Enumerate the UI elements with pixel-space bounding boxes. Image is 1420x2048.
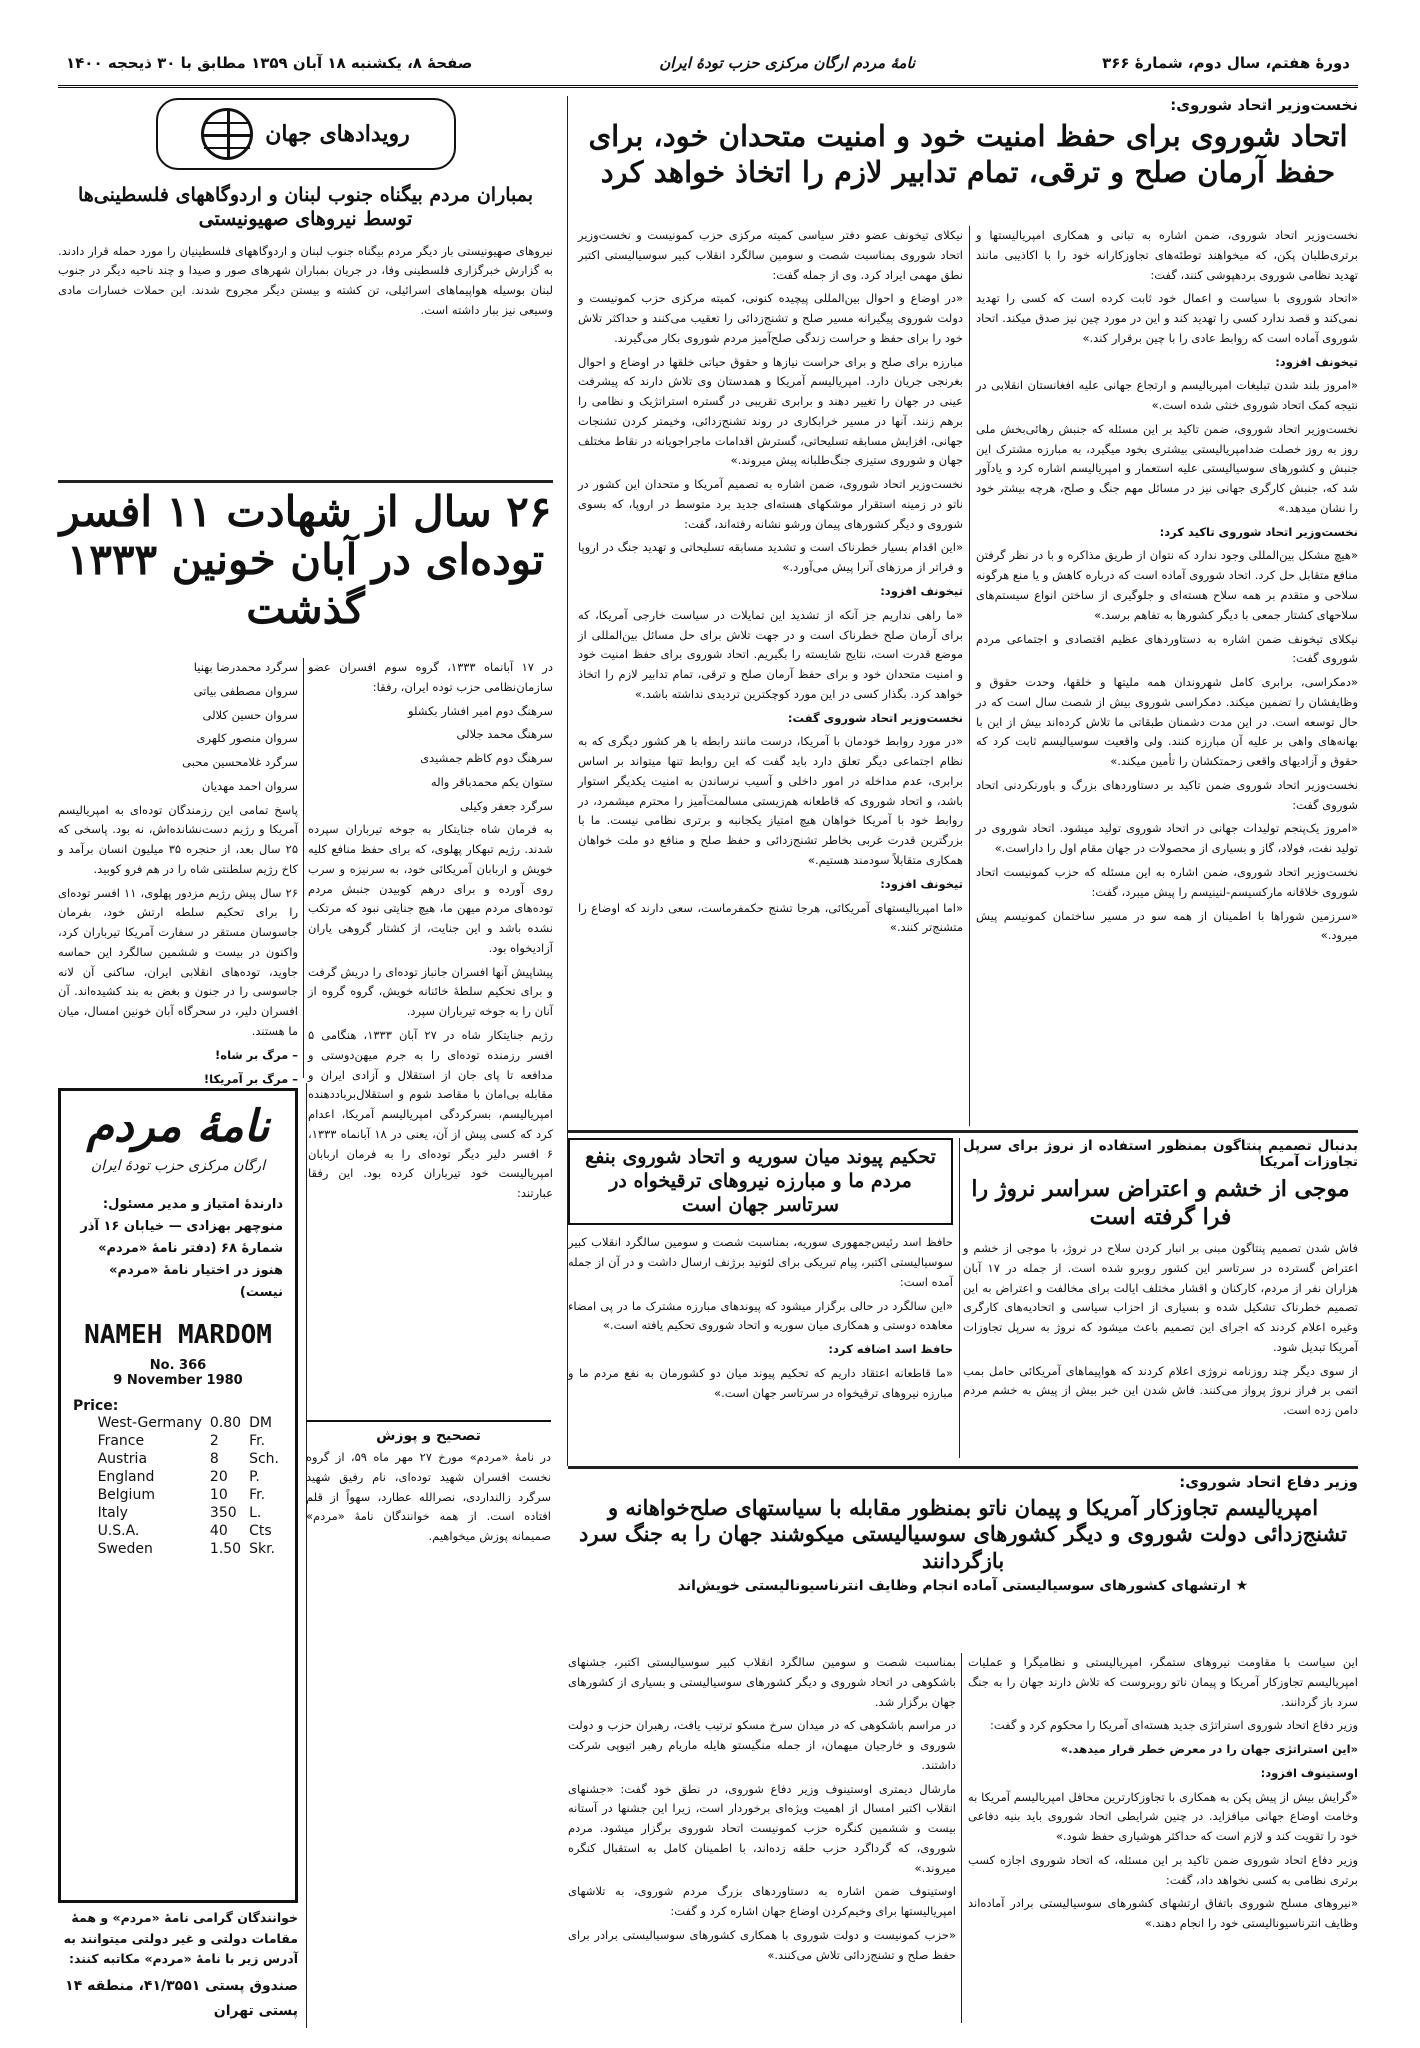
main-article-kicker: نخست‌وزیر اتحاد شوروی: <box>1170 96 1358 114</box>
martyrs-col-b <box>58 658 299 1086</box>
price-table <box>94 1414 283 1558</box>
price-row <box>94 1504 283 1522</box>
section-rule <box>568 1130 1358 1133</box>
paragraph: سرگرد جعفر وکیلی <box>460 798 553 813</box>
masthead-paper-name: نامهٔ مردم ارگان مرکزی حزب تودهٔ ایران <box>659 53 916 72</box>
price-unit: Cts <box>249 1522 272 1539</box>
newspaper-page <box>58 18 1358 2028</box>
price-amount: 40 <box>209 1522 228 1539</box>
pentagon-headline: موجی از خشم و اعتراض سراسر نروژ را فرا گرفته است <box>971 1176 1350 1230</box>
price-country: England <box>97 1468 155 1485</box>
paragraph: از سوی دیگر چند روزنامه نروژی اعلام کردند که هواپیماهای آمریکائی حامل بمب اتمی بر فراز نروژ پرواز می‌کنند. فاش شدن این خبر بیش از پیش به خشم مردم دامن زده است. <box>963 1363 1358 1418</box>
price-amount: 2 <box>209 1432 219 1449</box>
price-label: Price: <box>73 1397 119 1414</box>
paragraph: «این استراتژی جهان را در معرض خطر قرار میدهد.» <box>1060 1742 1358 1757</box>
paragraph: «امروز بلند شدن تبلیغات امپریالیسم و ارتجاع جهانی علیه افغانستان انقلابی در نتیجه کمک اتحاد شوروی خنثی شده است.» <box>976 378 1358 413</box>
main-article-col2 <box>976 226 1358 1126</box>
paragraph: نخست‌وزیر اتحاد شوروی ضمن تاکید بر دستاوردهای بزرگ و باورنکردنی اتحاد شوروی گفت: <box>976 777 1358 812</box>
paragraph: در مراسم باشکوهی که در میدان سرخ مسکو ترتیب یافت، رهبران حزب و دولت شوروی و خارجیان میهمان، از جمله منگیستو هایله ماریام رهبر اتیوپی شرکت داشتند. <box>568 1718 956 1772</box>
defense-subhead: ★ ارتشهای کشورهای سوسیالیستی آماده انجام وظایف انترناسیونالیستی خویش‌اند <box>677 1577 1249 1594</box>
price-row <box>94 1486 283 1504</box>
paragraph: اوستینوف افزود: <box>1260 1765 1358 1780</box>
defense-headline: امپریالیسم تجاوزکار آمریکا و پیمان ناتو بمنظور مقابله با سیاستهای صلح‌خواهانه و تشنج‌زدائی دولت شوروی و دیگر کشورهای سوسیالیستی میکوشند جهان را به جنگ سرد بازگردانند <box>579 1495 1347 1573</box>
paragraph: فاش شدن تصمیم پنتاگون مبنی بر انبار کردن سلاح در نروژ، با موجی از خشم و اعتراض گسترده در سرتاسر این کشور روبرو شده است. از جمله در ۱۷ آبان هزاران نفر از مردم، کارکنان و اقشار مختلف ایالت برای مخالفت و اعتراض به این تصمیم خطرناک تشکیل شده و بسیاری از احزاب سیاسی و اتحادیه‌های کارگری وغیره اعلام کردند که اجرای این تصمیم باعث میشود که نروژ به سرپل تجاوزات آمریکا تبدیل شود. <box>963 1241 1358 1354</box>
price-country: West-Germany <box>97 1414 202 1431</box>
paragraph: نخست‌وزیر اتحاد شوروی، ضمن اشاره به این مسئله که حزب کمونیست اتحاد شوروی خلاقانه مارکسیسم-لنینیسم را پیش میبرد، گفت: <box>976 864 1358 899</box>
masthead-date: صفحهٔ ۸، یکشنبه ۱۸ آبان ۱۳۵۹ مطابق با ۳۰ ذیحجه ۱۴۰۰ <box>66 53 473 72</box>
paragraph: «هیچ مشکل بین‌المللی وجود ندارد که نتوان از طریق مذاکره و با در نظر گرفتن منافع متقابل حل کرد. اتحاد شوروی آماده است که درباره کاهش و یا منع هرگونه سلاحی و متقدم بر همه سلاح هسته‌ای و جلوگیری از ساختن انواع سیستم‌های سلاحهای کشتار جمعی با دیگر کشورها به تفاهم برسد.» <box>976 548 1358 622</box>
issue-date: 9 November 1980 <box>113 1372 243 1388</box>
paragraph: «سرزمین شوراها با اطمینان از همه سو در مسیر ساختمان کمونیسم پیش میرود.» <box>976 908 1358 943</box>
syria-body <box>568 1233 953 1403</box>
paragraph: نیکلای تیخونف عضو دفتر سیاسی کمیته مرکزی حزب کمونیست و نخست‌وزیر اتحاد شوروی بمناسبت شصت و سومین سالگرد انقلاب کبیر سوسیالیستی اکتبر نطق مهمی ایراد کرد. وی از جمله گفت: <box>578 228 963 282</box>
price-amount: 1.50 <box>209 1540 242 1557</box>
paragraph: حافظ اسد رئیس‌جمهوری سوریه، بمناسبت شصت و سومین سالگرد انقلاب کبیر سوسیالیستی اکتبر، پیام تبریکی برای لئونید برژنف ارسال داشت و در آن از جمله آمده است: <box>568 1235 953 1289</box>
publisher-info: دارندهٔ امتیاز و مدیر مسئول: منوچهر بهزادی — خیابان ۱۶ آذر شمارهٔ ۶۸ (دفتر نامهٔ «مردم» هنوز در اختیار نامهٔ «مردم» نیست) <box>80 1197 283 1301</box>
paragraph: «ما قاطعانه اعتقاد داریم که تحکیم پیوند میان دو کشورمان به نفع مردم ما و مبارزه نیروهای ترقیخواه در سرتاسر جهان است.» <box>568 1365 953 1400</box>
paragraph: پیشاپیش آنها افسران جانباز توده‌ای را دریش گرفت و برای تحکیم سلطهٔ خائنانه خویش، گروه گروه از آنان را به جوخه تیرباران سپرد. <box>308 964 553 1019</box>
paragraph: سرگرد غلامحسین محبی <box>182 755 298 770</box>
syria-headline: تحکیم پیوند میان سوریه و اتحاد شوروی بنفع مردم ما و مبارزه نیروهای ترقیخواه در سرتاسر جهان است <box>568 1138 953 1225</box>
globe-icon <box>201 108 253 160</box>
paragraph: تیخونف افزود: <box>1275 354 1358 369</box>
price-row <box>94 1540 283 1558</box>
paragraph: مبارزه برای صلح و برای حراست نیازها و حقوق حیاتی خلقها در اوضاع و احوال بغرنجی جریان دارد. امپریالیسم آمریکا و همدستان وی تلاش دارند که پیشرفت عینی در جهان را تغییر دهند و برابری تقریبی در گستره استراتژیک و نظامی را برهم زنند. آنها در مسیر خرابکاری در روند تشنج‌زدائی، وخیمتر کردن تشنجات جهانی، افزایش مسابقه تسلیحاتی، گسترش اقدامات ماجراجویانه در نقاط مختلف جهان و شوروی ستیزی جنگ‌طلبانه پیش میروند.» <box>578 354 963 468</box>
column-rule <box>961 1653 962 2023</box>
main-article-header <box>578 96 1358 218</box>
main-article-col1 <box>578 226 963 1126</box>
slogan: – مرگ بر آمریکا! <box>203 1071 298 1086</box>
price-row <box>94 1468 283 1486</box>
paragraph: «در مورد روابط خودمان با آمریکا، درست مانند رابطه با هر کشور دیگری که به نظام اجتماعی دیگر تعلق دارد باید گفت که این روابط تنها میتواند بر اساس برابری، عدم مداخله در امور داخلی و آسیب نرساندن به امنیت یکدیگر استوار باشد، و اتحاد شوروی که قاطعانه هم‌زیستی مسالمت‌آمیز را محترم میشمرد، در روابط خود با آمریکا خواهان هیچ امتیاز یکجانبه و برتری نظامی نیست. ما با بزرگترین قدرت غربی بخاطر تشنج‌زدائی و حفظ صلح و منافع دو ملت خواهان همکاری متقابلاً سودمند هستیم.» <box>578 734 963 867</box>
column-rule <box>969 226 970 1126</box>
price-amount: 10 <box>209 1486 228 1503</box>
paragraph: مارشال دیمتری اوستینوف وزیر دفاع شوروی، در نطق خود گفت: «جشنهای انقلاب اکتبر امسال از اهمیت ویژه‌ای برخوردار است، زیرا این جشنها در آستانه بیست و ششمین کنگره حزب کمونیست اتحاد شوروی برگزار میشود. مردم شوروی، که گرداگرد حزب حلقه زده‌اند، با اطمینان کامل به استقبال کنگره میروند.» <box>568 1781 956 1875</box>
column-rule <box>303 658 304 1078</box>
price-country: U.S.A. <box>97 1522 140 1539</box>
paragraph: «امروز یک‌پنجم تولیدات جهانی در اتحاد شوروی تولید میشود. اتحاد شوروی در تولید نفت، فولاد، گاز و بسیاری از محصولات در جهان مقام اول را داراست.» <box>976 821 1358 856</box>
price-unit: P. <box>249 1468 260 1485</box>
price-row <box>94 1450 283 1468</box>
world-events <box>58 98 553 478</box>
price-row <box>94 1522 283 1540</box>
martyrs-headline-block <box>58 488 553 648</box>
world-events-headline: بمباران مردم بیگناه جنوب لبنان و اردوگاههای فلسطینی‌ها توسط نیروهای صهیونیستی <box>77 184 534 230</box>
paragraph: نیکلای تیخونف ضمن اشاره به دستاوردهای عظیم اقتصادی و اجتماعی مردم شوروی گفت: <box>976 631 1358 666</box>
paragraph: نخست‌وزیر اتحاد شوروی گفت: <box>787 710 963 725</box>
paragraph: در ۱۷ آبانماه ۱۳۳۳، گروه سوم افسران عضو سازمان‌نظامی حزب توده ایران، رفقا: <box>308 660 553 694</box>
world-events-body: نیروهای صهیونیستی بار دیگر مردم بیگناه جنوب لبنان و اردوگاههای فلسطینیان را مورد حمله قرار دادند. به گزارش خبرگزاری فلسطینی وفا، در جریان بمباران شهرهای صور و صیدا و چند ناحیه دیگر در جنوب لبنان بوسیله هواپیماهای اسرائیلی، تن کشته و بیستن دیگر مجروح شدند. این حملات خسارات مادی وسیعی نیز ببار داشته است. <box>58 243 553 317</box>
paragraph: «اما امپریالیستهای آمریکائی، هرجا تشنج حکمفرماست، سعی دارند که اوضاع را متشنج‌تر کنند.» <box>578 900 963 935</box>
price-row <box>94 1432 283 1450</box>
price-country: Italy <box>97 1504 128 1521</box>
price-unit: DM <box>249 1414 272 1431</box>
paragraph: نخست‌وزیر اتحاد شوروی، ضمن اشاره به تبانی و همکاری امپریالیستها و برتری‌طلبان پکن، که میخواهند توطئه‌های تجاوزکارانه خود را با اکاذیبی مانند تهدید نظامی شوروی بردهپوشی کنند، گفت: <box>976 228 1358 282</box>
paragraph: وزیر دفاع اتحاد شوروی استراتژی جدید هسته‌ای آمریکا را محکوم کرد و گفت: <box>989 1718 1358 1733</box>
paragraph: به فرمان شاه جنایتکار به جوخه تیرباران سپرده شدند. رژیم تبهکار پهلوی، که برای حفظ منافع کلیه خویش و اربابان آمریکائی خود، به سرنیزه و سرب روی آورده و برای درهم کوبیدن جنبش مردم توده‌های مردم میهن ما، هیچ جنایتی نبود که مرتکب نشده باشد و این جنایت، از کشتار گروهی یاران آزادیخواه بود. <box>308 822 553 955</box>
price-row <box>94 1414 283 1432</box>
paragraph: «این اقدام بسیار خطرناک است و تشدید مسابقه تسلیحاتی و تهدید جنگ در اروپا و فراتر از مرزهای آنرا پیش می‌آورد.» <box>578 540 963 575</box>
price-unit: L. <box>249 1504 262 1521</box>
paragraph: ۲۶ سال پیش رژیم مزدور پهلوی، ۱۱ افسر توده‌ای را برای تحکیم سلطه ارتش خود، بفرمان جاسوسان مستقر در سفارت آمریکا تیرباران کرد، واکنون در بیست و ششمین سالگرد این حماسه جاوید، توده‌های انقلابی ایران، ساکنی آن لانه جاسوسی را در جنون و بغض به بند کشیده‌اند. آن افسران دلیر، در سحرگاه آبان خونین امسال، میان ما هستند. <box>58 885 299 1039</box>
price-unit: Fr. <box>249 1432 266 1449</box>
paragraph: سرهنگ دوم کاظم جمشیدی <box>420 751 553 766</box>
price-country: Sweden <box>97 1540 153 1557</box>
price-amount: 0.80 <box>209 1414 242 1431</box>
paragraph: بمناسبت شصت و سومین سالگرد انقلاب کبیر سوسیالیستی اکتبر، جشنهای باشکوهی در اتحاد شوروی و دیگر کشورهای سوسیالیستی و بسیاری از کشورهای جهان برگزار شد. <box>568 1655 956 1709</box>
slogan: – مرگ بر شاه! <box>215 1047 298 1062</box>
price-unit: Fr. <box>249 1486 266 1503</box>
price-amount: 20 <box>209 1468 228 1485</box>
defense-header <box>568 1473 1358 1648</box>
masthead <box>58 40 1358 88</box>
paragraph: «حزب کمونیست و دولت شوروی با همکاری کشورهای سوسیالیستی برادر برای حفظ صلح و تشنج‌زدائی تلاش می‌کنند.» <box>568 1927 956 1962</box>
pentagon-article <box>963 1138 1358 1458</box>
martyrs-headline: ۲۶ سال از شهادت ۱۱ افسر توده‌ای در آبان خونین ۱۳۳۳ گذشت <box>59 487 552 633</box>
martyrs-col-a <box>308 658 553 1448</box>
syria-article <box>568 1138 953 1458</box>
paragraph: اوستینوف ضمن اشاره به دستاوردهای بزرگ مردم شوروی، به تلاشهای امپریالیستها برای وخیم‌کردن اوضاع جهان اشاره کرد و گفت: <box>568 1884 956 1919</box>
defense-col2 <box>968 1653 1358 2023</box>
paragraph: «گرایش بیش از پیش پکن به همکاری با تجاوزکارترین محافل امپریالیسم آمریکا به وخامت اوضاع جهانی میافزاید. در چنین شرایطی اتحاد شوروی باید بنیه دفاعی خود را تقویت کند و لازم است که حداکثر هوشیاری حفظ شود.» <box>968 1789 1358 1844</box>
paragraph: نخست‌وزیر اتحاد شوروی، ضمن اشاره به تصمیم آمریکا و متحدان این کشور در ناتو در زمینه استقرار موشکهای هسته‌ای جدید برد متوسط در اروپا، که بسوی شوروی و دیگر کشورهای پیمان ورشو نشانه رفته‌اند، گفت: <box>578 477 963 531</box>
price-country: Austria <box>97 1450 148 1467</box>
paragraph: سرهنگ محمد جلالی <box>456 727 553 742</box>
price-amount: 8 <box>209 1450 219 1467</box>
section-rule <box>58 480 553 483</box>
paragraph: سرگرد محمدرضا بهنیا <box>193 660 298 674</box>
world-events-logo: رویدادهای جهان <box>156 98 456 170</box>
paragraph: حافظ اسد اضافه کرد: <box>828 1342 953 1357</box>
latin-title: NAMEH MARDOM <box>84 1320 272 1351</box>
paragraph: سروان مصطفی بیاتی <box>193 683 298 698</box>
paragraph: سروان حسین کلالی <box>202 707 298 722</box>
paragraph: تیخونف افزود: <box>880 584 963 599</box>
defense-col1 <box>568 1653 956 2023</box>
paragraph: «در اوضاع و احوال بین‌المللی پیچیده کنونی، کمیته مرکزی حزب کمونیست و دولت شوروی پیگیرانه مسیر صلح و تشنج‌زدائی را تعقیب می‌کنند و حداکثر تلاش خود را برای حفظ و حراست زندگی صلح‌آمیز مردم شوروی بکار می‌گیرند. <box>578 291 963 345</box>
correction-body: در نامهٔ «مردم» مورخ ۲۷ مهر ماه ۵۹، از گروه نخست افسران شهید توده‌ای، نام رفیق شهید سرگرد زالنداردی، نصرالله عطارد، سهواً از قلم افتاده است. از همه خوانندگان نامهٔ «مردم» صمیمانه پوزش میخواهیم. <box>306 1450 551 1544</box>
masthead-issue-info: دورهٔ هفتم، سال دوم، شمارهٔ ۳۶۶ <box>1102 53 1350 72</box>
po-box: صندوق پستی ۴۱/۳۵۵۱، منطقه ۱۴ پستی تهران <box>65 1977 298 2020</box>
paragraph: این سیاست با مقاومت نیروهای ستمگر، امپریالیستی و نظامیگرا و عملیات امپریالیسم تجاوزکار آمریکا و پیمان ناتو روبروست که تلاش دارند جهان را به جنگ سرد باز گردانند. <box>968 1655 1358 1709</box>
paragraph: نخست‌وزیر اتحاد شوروی، ضمن تاکید بر این مسئله که جنبش رهائی‌بخش ملی روز به روز خصلت ضدامپریالیستی بیشتری بخود میگیرد، به مبارزه مشترک این جنبش و کشورهای سوسیالیستی علیه استعمار و امپریالیسم اشاره کرد و یادآور شد که، جنبش کارگری جهانی نیز در مسائل مهم جنگ و صلح، هرچه بیشتر خود را نشان میدهد.» <box>976 421 1358 515</box>
defense-kicker: وزیر دفاع اتحاد شوروی: <box>1179 1473 1358 1491</box>
nameh-mardom-box <box>58 1088 298 1903</box>
paragraph: «نیروهای مسلح شوروی باتفاق ارتشهای کشورهای سوسیالیستی برادر آماده‌اند وظایف انترناسیونالیستی خود را انجام دهند.» <box>968 1896 1358 1931</box>
paragraph: رژیم جنایتکار شاه در ۲۷ آبان ۱۳۳۳، هنگامی ۵ افسر رزمنده توده‌ای را به جرم میهن‌دوستی و مدافعه تا پای جان از استقلال و آزادی ایران و مقابله بی‌امان با مقاصد شوم و استقلال‌برباددهنده امپریالیسم، بسرکردگی امپریالیسم آمریکا، اعدام کرد که کسی پیش از آن، یعنی در ۱۸ آبانماه ۱۳۳۳، ۶ افسر دلیر دیگر توده‌ای را به فرمان اربابان امپریالیست خود تیرباران کرده بود. این رفقا عبارتند: <box>308 1028 553 1201</box>
price-amount: 350 <box>209 1504 237 1521</box>
paragraph: «اتحاد شوروی با سیاست و اعمال خود ثابت کرده است که کسی را تهدید نمی‌کند و قصد ندارد کسی را تهدید کند و این در مورد چین نیز صدق میکند. اتحاد شوروی آماده است که روابط عادی را با چین برقرار کند.» <box>976 291 1358 345</box>
price-unit: Sch. <box>249 1450 279 1467</box>
pentagon-body <box>963 1239 1358 1421</box>
pentagon-kicker: بدنبال تصمیم پنتاگون بمنظور استفاده از نروژ برای سرپل تجاوزات آمریکا <box>963 1138 1358 1170</box>
price-country: France <box>97 1432 145 1449</box>
paragraph: سروان احمد مهدیان <box>201 778 298 793</box>
correction-box <box>306 1420 551 1620</box>
paragraph: سروان منصور کلهری <box>196 731 298 746</box>
paragraph: «ما راهی نداریم جز آنکه از تشدید این تمایلات در سیاست خارجی آمریکا، که برای آرمان صلح خطرناک است و در جهت تلاش برای حل مسائل بین‌المللی از موضع قدرت است، نتایج شایسته را بگیریم. اتحاد شوروی برای حفظ امنیت خود و امنیت متحدان خود و برای حفظ آرمان صلح و ترقی، تمام تدابیر لازم را اتخاذ خواهد کرد. بگذار کسی در این مورد کوچکترین تردیدی نداشته باشد.» <box>578 607 963 701</box>
paragraph: وزیر دفاع اتحاد شوروی ضمن تاکید بر این مسئله، که اتحاد شوروی اجازه کسب برتری نظامی به کسی نخواهد داد، گفت: <box>968 1852 1358 1887</box>
correction-title: تصحیح و پوزش <box>306 1420 551 1444</box>
price-country: Belgium <box>97 1486 155 1503</box>
paragraph: تیخونف افزود: <box>880 876 963 891</box>
readers-notice: خوانندگان گرامی نامهٔ «مردم» و همهٔ مقامات دولتی و غیر دولتی میتوانند به آدرس زیر با نامهٔ «مردم» مکاتبه کنند: صندوق پستی ۴۱/۳۵۵۱، منطقه ۱۴ پستی تهران <box>58 1908 298 2028</box>
price-unit: Skr. <box>249 1540 275 1557</box>
paragraph: پاسخ تمامی این رزمندگان توده‌ای به امپریالیسم آمریکا و رژیم دست‌نشانده‌اش، نه بود. پاسخی که ۲۵ سال بعد، از حنجره ۳۵ میلیون انسان برآمد و کاخ رژیم سلطنتی شاه را در هم فرو کوبید. <box>58 802 298 876</box>
nameh-mardom-logo: نامهٔ مردم <box>86 1101 270 1152</box>
section-rule <box>568 1466 1358 1469</box>
nameh-mardom-subtitle: ارگان مرکزی حزب تودهٔ ایران <box>90 1158 266 1174</box>
paragraph: «دمکراسی، برابری کامل شهروندان همه ملیتها و خلقها، وحدت حقوق و وظایفشان را تضمین میکند. دمکراسی شوروی بیش از شصت سال است که در حال توسعه است. در این مدت دشمنان طبقاتی ما تلاش کرده‌اند بیش از این با بهانه‌های واهی بر علیه آن مبارزه کنند. ولی واقعیت سوسیالیسم ثابت کرد که حقوق و آزادیهای واقعی زحمتکشان را تأمین میکند.» <box>976 675 1358 769</box>
paragraph: «این سالگرد در حالی برگزار میشود که پیوندهای مبارزه مشترک ما در پی امضاء معاهده دوستی و همکاری میان سوریه و اتحاد شوروی تحکیم یافته است.» <box>568 1298 953 1333</box>
issue-number: No. 366 <box>149 1357 207 1373</box>
column-rule <box>959 1138 960 1458</box>
paragraph: ستوان یکم محمدباقر واله <box>430 774 553 789</box>
main-article-headline: اتحاد شوروی برای حفظ امنیت خود و امنیت متحدان خود، برای حفظ آرمان صلح و ترقی، تمام تدابیر لازم را اتخاذ خواهد کرد <box>588 119 1348 190</box>
paragraph: نخست‌وزیر اتحاد شوروی تاکید کرد: <box>1159 524 1358 539</box>
paragraph: سرهنگ دوم امیر افشار بکشلو <box>408 703 553 718</box>
